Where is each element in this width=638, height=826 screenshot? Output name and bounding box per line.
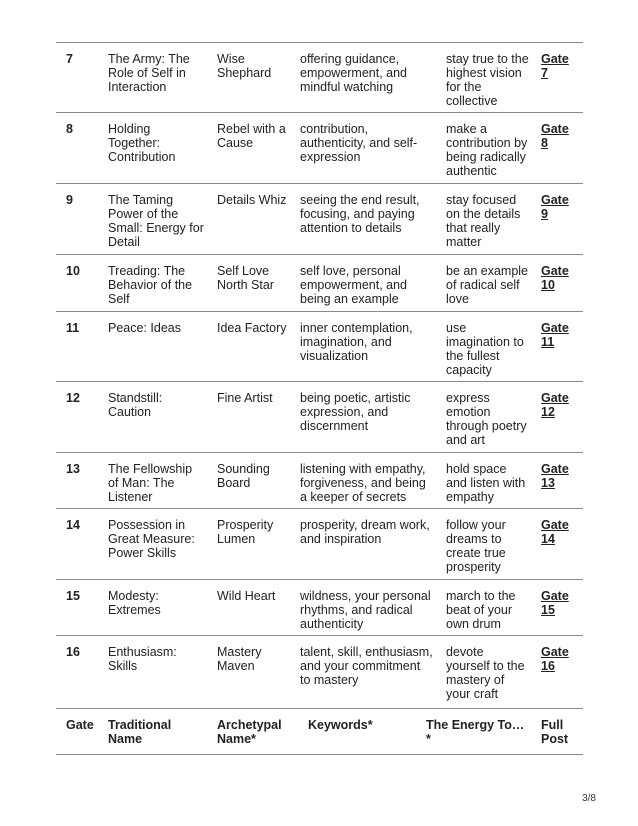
full-post-link[interactable]: Gate 16 bbox=[541, 645, 569, 673]
full-post-link[interactable]: Gate 8 bbox=[541, 122, 569, 150]
keywords: seeing the end result, focusing, and paying attention to details bbox=[300, 193, 420, 235]
traditional-name: Standstill: Caution bbox=[108, 391, 163, 419]
full-post-link[interactable]: Gate 11 bbox=[541, 321, 569, 349]
keywords: self love, personal empowerment, and being an example bbox=[300, 264, 408, 306]
traditional-name: Modesty: Extremes bbox=[108, 589, 161, 617]
table-row bbox=[56, 635, 583, 708]
full-post-link[interactable]: Gate 7 bbox=[541, 52, 569, 80]
keywords: offering guidance, empowerment, and mindful watching bbox=[300, 52, 408, 94]
keywords: listening with empathy, forgiveness, and being a keeper of secrets bbox=[300, 462, 426, 504]
traditional-name: The Fellowship of Man: The Listener bbox=[108, 462, 193, 504]
gate-number: 11 bbox=[66, 321, 80, 335]
energy-to: express emotion through poetry and art bbox=[446, 391, 527, 447]
full-post-link[interactable]: Gate 15 bbox=[541, 589, 569, 617]
archetypal-name: Details Whiz bbox=[217, 193, 287, 207]
table-row bbox=[56, 311, 583, 381]
table-header-row bbox=[56, 708, 583, 755]
archetypal-name: Fine Artist bbox=[217, 391, 273, 405]
header-gate: Gate bbox=[66, 718, 94, 732]
full-post-link[interactable]: Gate 10 bbox=[541, 264, 569, 292]
archetypal-name: Wise Shephard bbox=[217, 52, 272, 80]
full-post-link[interactable]: Gate 9 bbox=[541, 193, 569, 221]
table-row bbox=[56, 42, 583, 112]
gate-number: 16 bbox=[66, 645, 80, 659]
gate-number: 13 bbox=[66, 462, 80, 476]
archetypal-name: Wild Heart bbox=[217, 589, 276, 603]
traditional-name: Peace: Ideas bbox=[108, 321, 181, 335]
header-energy-to: The Energy To… * bbox=[426, 718, 525, 746]
energy-to: hold space and listen with empathy bbox=[446, 462, 526, 504]
gate-number: 9 bbox=[66, 193, 73, 207]
full-post-link[interactable]: Gate 12 bbox=[541, 391, 569, 419]
energy-to: use imagination to the fullest capacity bbox=[446, 321, 524, 377]
energy-to: make a contribution by being radically authentic bbox=[446, 122, 528, 178]
keywords: being poetic, artistic expression, and discernment bbox=[300, 391, 411, 433]
keywords: contribution, authenticity, and self- expression bbox=[300, 122, 418, 164]
table-row bbox=[56, 254, 583, 311]
keywords: prosperity, dream work, and inspiration bbox=[300, 518, 430, 546]
gate-number: 12 bbox=[66, 391, 80, 405]
page-number: 3/8 bbox=[582, 793, 596, 804]
gate-number: 8 bbox=[66, 122, 73, 136]
table-row bbox=[56, 112, 583, 183]
archetypal-name: Idea Factory bbox=[217, 321, 287, 335]
energy-to: march to the beat of your own drum bbox=[446, 589, 516, 631]
table-row bbox=[56, 508, 583, 579]
gate-number: 7 bbox=[66, 52, 73, 66]
table-row bbox=[56, 452, 583, 508]
header-keywords: Keywords* bbox=[308, 718, 373, 732]
energy-to: stay true to the highest vision for the collective bbox=[446, 52, 529, 108]
gate-number: 10 bbox=[66, 264, 80, 278]
energy-to: be an example of radical self love bbox=[446, 264, 529, 306]
keywords: inner contemplation, imagination, and visualization bbox=[300, 321, 413, 363]
full-post-link[interactable]: Gate 13 bbox=[541, 462, 569, 490]
traditional-name: Holding Together: Contribution bbox=[108, 122, 176, 164]
gate-number: 14 bbox=[66, 518, 80, 532]
header-full-post: Full Post bbox=[541, 718, 569, 746]
archetypal-name: Sounding Board bbox=[217, 462, 270, 490]
archetypal-name: Mastery Maven bbox=[217, 645, 262, 673]
keywords: talent, skill, enthusiasm, and your commitment to mastery bbox=[300, 645, 433, 687]
gates-table bbox=[56, 42, 583, 755]
keywords: wildness, your personal rhythms, and radical authenticity bbox=[300, 589, 431, 631]
traditional-name: Enthusiasm: Skills bbox=[108, 645, 177, 673]
traditional-name: The Army: The Role of Self in Interaction bbox=[108, 52, 190, 94]
header-traditional-name: Traditional Name bbox=[108, 718, 172, 746]
table-row bbox=[56, 183, 583, 254]
archetypal-name: Rebel with a Cause bbox=[217, 122, 286, 150]
table-row bbox=[56, 579, 583, 635]
table-row bbox=[56, 381, 583, 452]
header-archetypal-name: Archetypal Name* bbox=[217, 718, 282, 746]
traditional-name: Treading: The Behavior of the Self bbox=[108, 264, 193, 306]
energy-to: stay focused on the details that really matter bbox=[446, 193, 521, 249]
gate-number: 15 bbox=[66, 589, 80, 603]
full-post-link[interactable]: Gate 14 bbox=[541, 518, 569, 546]
archetypal-name: Prosperity Lumen bbox=[217, 518, 274, 546]
traditional-name: Possession in Great Measure: Power Skills bbox=[108, 518, 195, 560]
energy-to: follow your dreams to create true prosperity bbox=[446, 518, 506, 574]
traditional-name: The Taming Power of the Small: Energy for Detail bbox=[108, 193, 204, 249]
energy-to: devote yourself to the mastery of your craft bbox=[446, 645, 525, 701]
archetypal-name: Self Love North Star bbox=[217, 264, 274, 292]
